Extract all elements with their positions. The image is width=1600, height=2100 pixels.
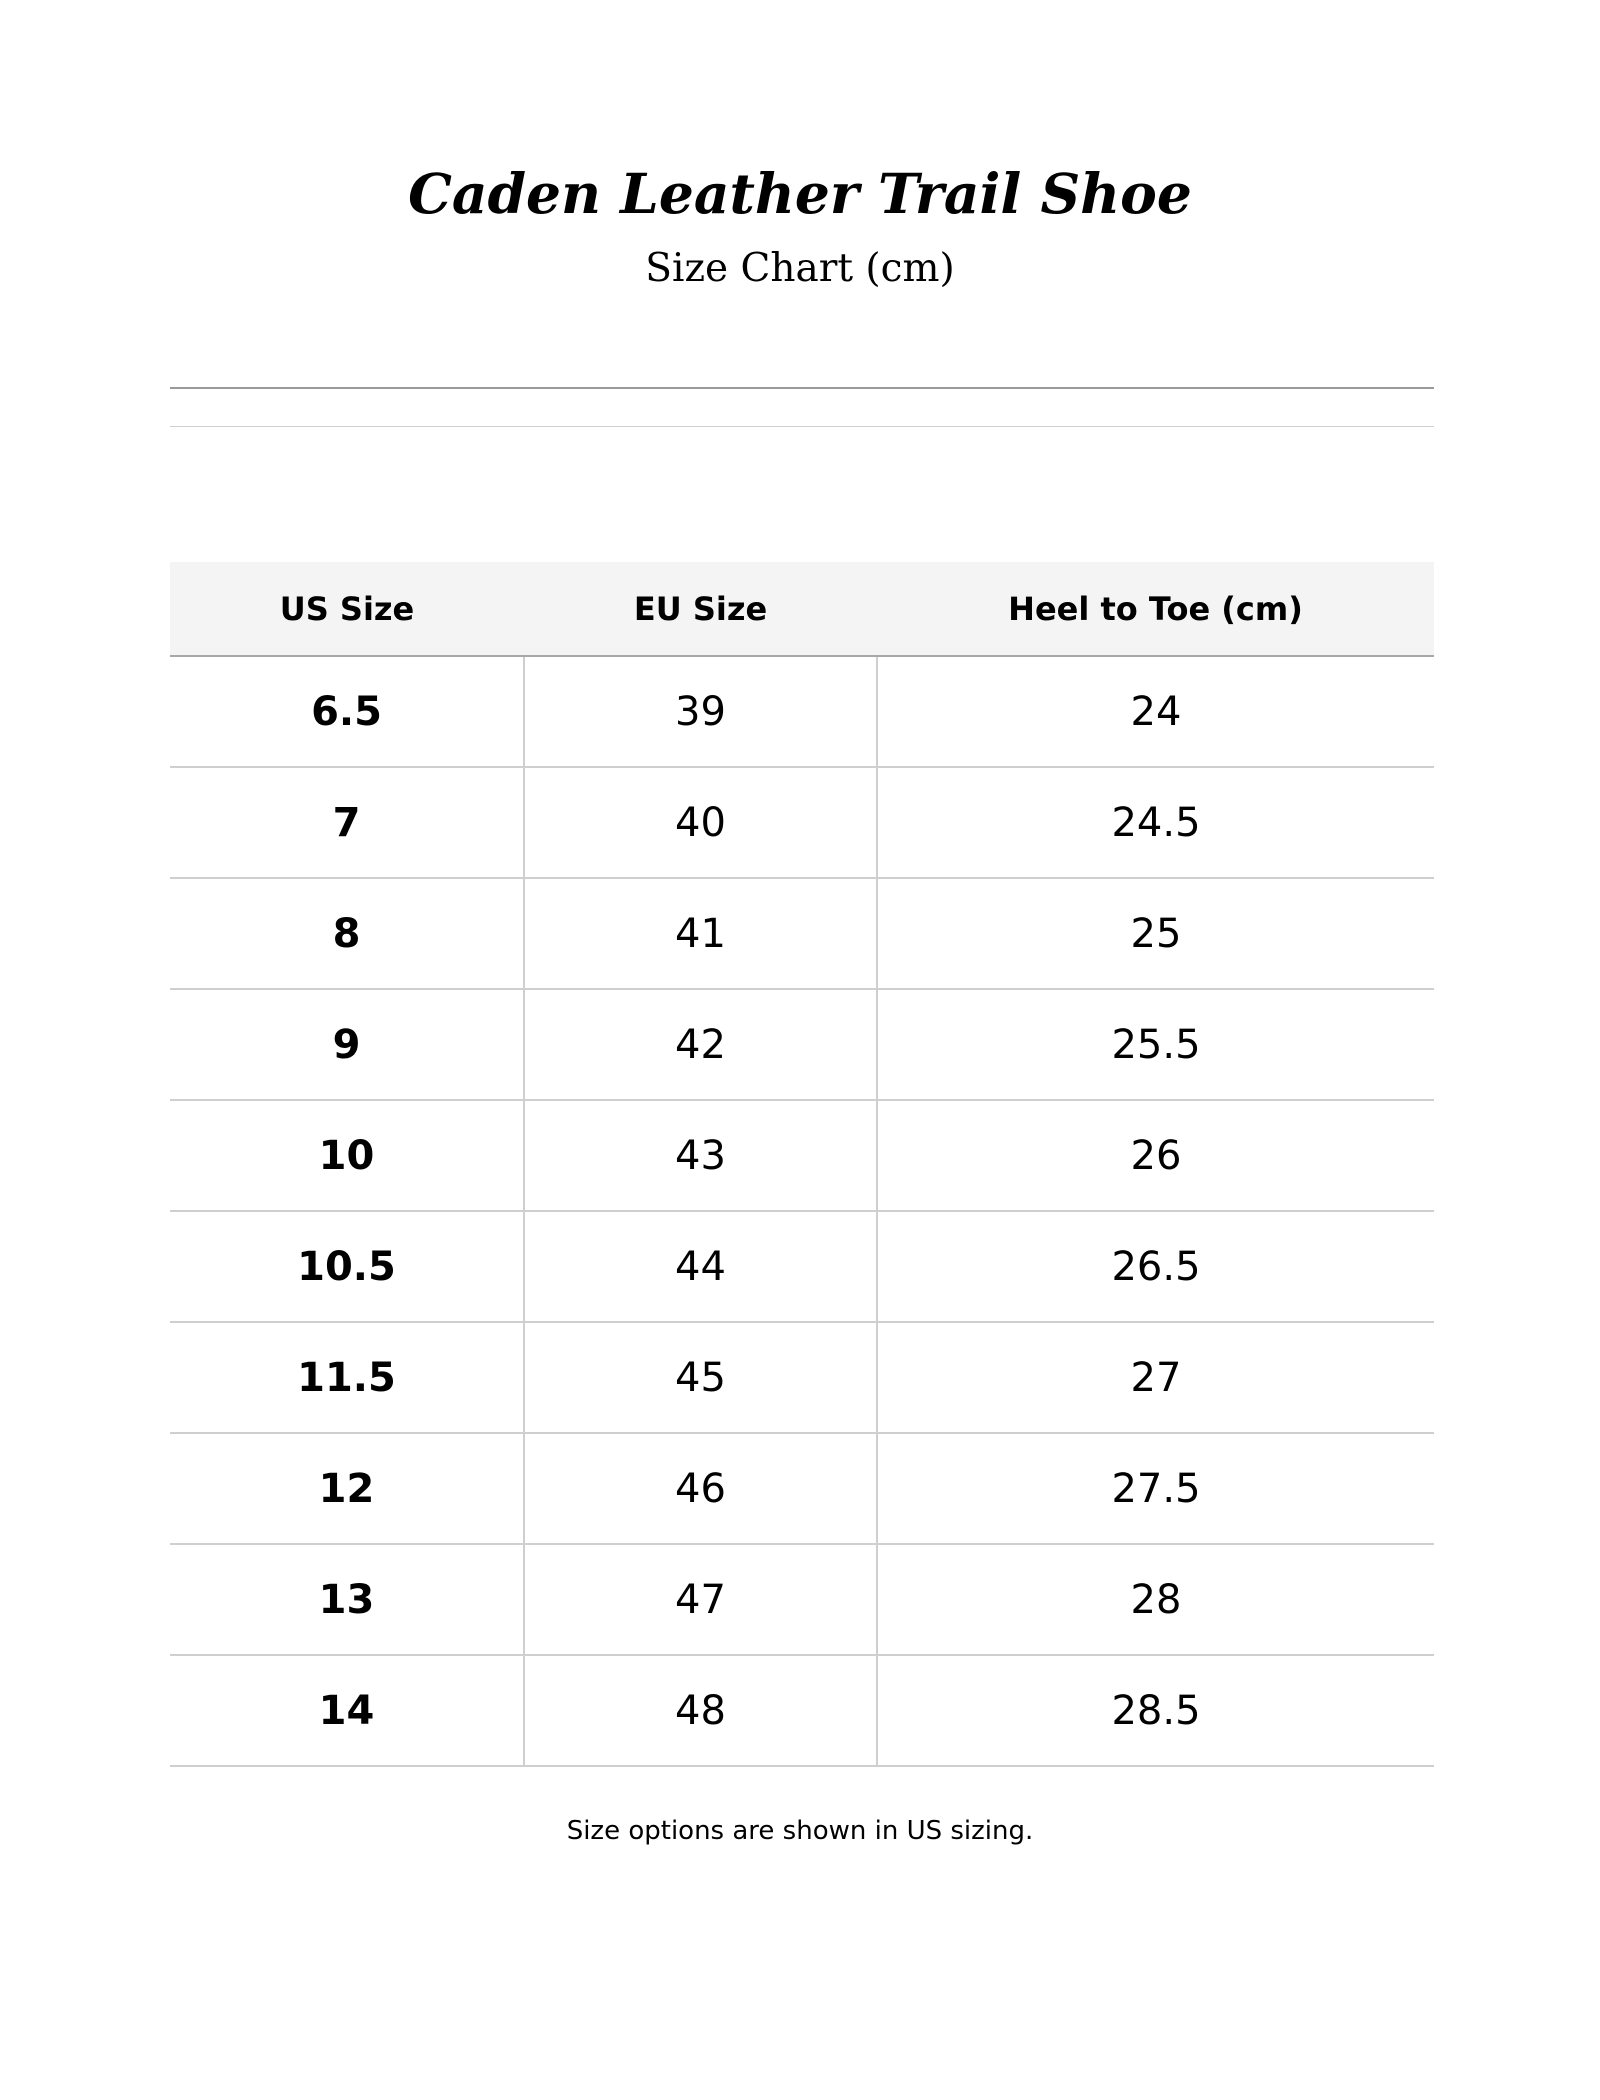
eu-size-cell: 42: [524, 989, 877, 1100]
eu-size-cell: 39: [524, 656, 877, 767]
us-size-cell: 12: [170, 1433, 524, 1544]
table-row: [170, 1100, 1434, 1211]
heel-to-toe-cell: 26.5: [877, 1211, 1434, 1322]
table-row: [170, 1655, 1434, 1766]
us-size-cell: 10.5: [170, 1211, 524, 1322]
heel-to-toe-cell: 24: [877, 656, 1434, 767]
heel-to-toe-cell: 28.5: [877, 1655, 1434, 1766]
table-row: [170, 1211, 1434, 1322]
eu-size-cell: 48: [524, 1655, 877, 1766]
us-size-cell: 11.5: [170, 1322, 524, 1433]
eu-size-cell: 41: [524, 878, 877, 989]
eu-size-cell: 43: [524, 1100, 877, 1211]
us-size-cell: 7: [170, 767, 524, 878]
eu-size-cell: 44: [524, 1211, 877, 1322]
table-row: [170, 1433, 1434, 1544]
us-size-cell: 8: [170, 878, 524, 989]
size-chart-table: [170, 562, 1434, 1767]
table-header-row: [170, 562, 1434, 656]
table-row: [170, 656, 1434, 767]
heel-to-toe-cell: 27: [877, 1322, 1434, 1433]
eu-size-cell: 47: [524, 1544, 877, 1655]
column-header-eu-size: EU Size: [524, 562, 877, 656]
heel-to-toe-cell: 28: [877, 1544, 1434, 1655]
page-subtitle: Size Chart (cm): [645, 246, 955, 291]
heel-to-toe-cell: 26: [877, 1100, 1434, 1211]
page-title: Caden Leather Trail Shoe: [408, 161, 1192, 226]
table-row: [170, 878, 1434, 989]
table-row: [170, 1544, 1434, 1655]
heel-to-toe-cell: 25.5: [877, 989, 1434, 1100]
eu-size-cell: 45: [524, 1322, 877, 1433]
table-row: [170, 1322, 1434, 1433]
us-size-cell: 6.5: [170, 656, 524, 767]
heel-to-toe-cell: 25: [877, 878, 1434, 989]
table-row: [170, 767, 1434, 878]
eu-size-cell: 46: [524, 1433, 877, 1544]
header-divider-light: [170, 426, 1434, 427]
us-size-cell: 10: [170, 1100, 524, 1211]
us-size-cell: 9: [170, 989, 524, 1100]
table-header: [170, 562, 1434, 656]
heel-to-toe-cell: 27.5: [877, 1433, 1434, 1544]
us-size-cell: 14: [170, 1655, 524, 1766]
column-header-us-size: US Size: [170, 562, 524, 656]
eu-size-cell: 40: [524, 767, 877, 878]
us-size-cell: 13: [170, 1544, 524, 1655]
footnote: Size options are shown in US sizing.: [566, 1816, 1034, 1846]
table-row: [170, 989, 1434, 1100]
header-divider: [170, 387, 1434, 389]
heel-to-toe-cell: 24.5: [877, 767, 1434, 878]
table-body: [170, 656, 1434, 1766]
column-header-heel-to-toe: Heel to Toe (cm): [877, 562, 1434, 656]
